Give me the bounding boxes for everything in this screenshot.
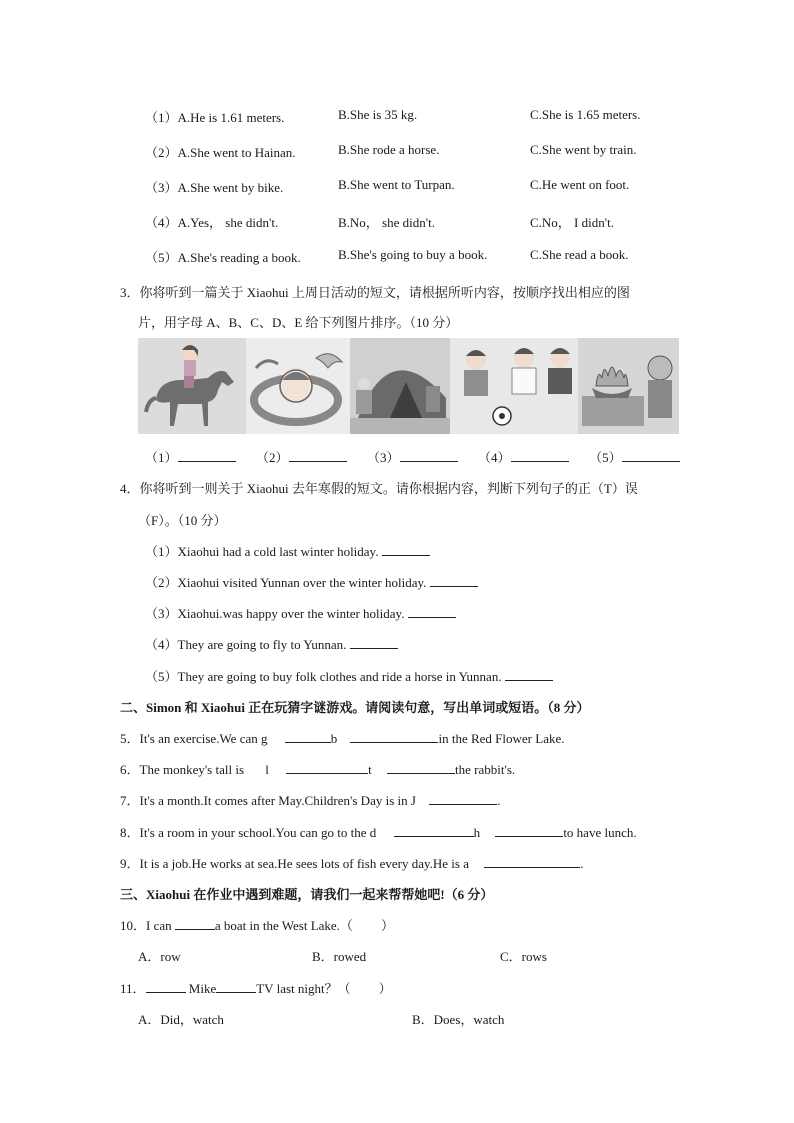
q5 xyxy=(120,728,564,747)
q9-blank[interactable] xyxy=(484,855,580,868)
q10-option-b[interactable]: B．rowed xyxy=(312,949,367,964)
q2-5-option-c: C.She read a book. xyxy=(530,247,629,262)
q4-answer-blank-1[interactable] xyxy=(382,543,430,556)
q11-text-c: TV last night？（ xyxy=(256,981,351,996)
q3-blank-5-label: （5） xyxy=(589,450,622,465)
q5-blank-1[interactable] xyxy=(285,730,331,743)
q3-blank-1[interactable] xyxy=(178,449,236,462)
q4-item-4 xyxy=(145,634,398,653)
q4-item-5-text: （5）They are going to buy folk clothes and ride a horse in Yunnan. xyxy=(145,669,502,684)
q5-blank-2[interactable] xyxy=(350,730,438,743)
section-2-heading: 二、Simon 和 Xiaohui 正在玩猜字谜游戏。请阅读句意，写出单词或短语。（8 分） xyxy=(120,700,590,715)
q9 xyxy=(120,853,583,872)
q3-instruction-line2: 片，用字母 A、B、C、D、E 给下列图片排序。（10 分） xyxy=(138,315,459,330)
q2-5-option-b: B.She's going to buy a book. xyxy=(338,247,488,262)
q8-blank-2[interactable] xyxy=(495,824,563,837)
q2-1-option-c: C.She is 1.65 meters. xyxy=(530,107,641,122)
q5-text-a: 5．It's an exercise.We can g xyxy=(120,731,268,746)
q4-answer-blank-2[interactable] xyxy=(430,574,478,587)
q4-instruction-line1: 4．你将听到一则关于 Xiaohui 去年寒假的短文。请你根据内容，判断下列句子的正（T）误 xyxy=(120,481,638,496)
q2-2-option-a: （2）A.She went to Hainan. xyxy=(145,145,296,160)
q6-text-b: l xyxy=(265,762,269,777)
q10-blank[interactable] xyxy=(175,917,215,930)
q2-2-option-b: B.She rode a horse. xyxy=(338,142,440,157)
q8-blank-1[interactable] xyxy=(394,824,474,837)
q3-blank-1-label: （1） xyxy=(145,450,178,465)
q11-text-d: ） xyxy=(378,981,392,996)
q10-text-a: 10．I can xyxy=(120,918,172,933)
q5-text-b: b xyxy=(330,731,338,746)
q4-item-2-text: （2）Xiaohui visited Yunnan over the winter holiday. xyxy=(145,575,427,590)
q3-blank-2[interactable] xyxy=(289,449,347,462)
q7-text-b: . xyxy=(497,793,501,808)
q2-3-option-b: B.She went to Turpan. xyxy=(338,177,455,192)
q10-text-c: ） xyxy=(380,918,394,933)
q10 xyxy=(120,915,394,934)
q8-text-c: to have lunch. xyxy=(563,825,637,840)
q3-blank-5[interactable] xyxy=(622,449,680,462)
q8-text-a: 8．It's a room in your school.You can go to the d xyxy=(120,825,377,840)
q4-item-1 xyxy=(145,541,430,560)
boy-swimming-picture xyxy=(246,338,350,434)
q10-option-c[interactable]: C．rows xyxy=(500,949,547,964)
q9-text-b: . xyxy=(580,856,584,871)
q2-3-option-a: （3）A.She went by bike. xyxy=(145,180,284,195)
q10-text-b: a boat in the West Lake.（ xyxy=(214,918,353,933)
q2-3-option-c: C.He went on foot. xyxy=(530,177,630,192)
boys-playing-football-picture xyxy=(450,338,578,434)
section-3-heading: 三、Xiaohui 在作业中遇到难题，请我们一起来帮帮她吧!（6 分） xyxy=(120,887,494,902)
q11 xyxy=(120,978,392,997)
q4-answer-blank-3[interactable] xyxy=(408,605,456,618)
q11-blank-1[interactable] xyxy=(146,980,186,993)
q4-item-5 xyxy=(145,666,553,685)
q4-item-3-text: （3）Xiaohui.was happy over the winter holiday. xyxy=(145,606,405,621)
q8 xyxy=(120,822,637,841)
q2-1-option-b: B.She is 35 kg. xyxy=(338,107,418,122)
q3-blank-3-label: （3） xyxy=(367,450,400,465)
q11-option-b[interactable]: B．Does，watch xyxy=(412,1012,505,1027)
q7-blank[interactable] xyxy=(429,792,497,805)
q8-text-b: h xyxy=(473,825,481,840)
q3-blank-2-label: （2） xyxy=(256,450,289,465)
q4-item-4-text: （4）They are going to fly to Yunnan. xyxy=(145,637,347,652)
q3-instruction-line1: 3．你将听到一篇关于 Xiaohui 上周日活动的短文，请根据所听内容，按顺序找出相应的图 xyxy=(120,285,630,300)
q4-item-3 xyxy=(145,603,456,622)
q7 xyxy=(120,790,500,809)
q6-blank-2[interactable] xyxy=(387,761,455,774)
q2-4-option-a: （4）A.Yes， she didn't. xyxy=(145,215,279,230)
q4-item-1-text: （1）Xiaohui had a cold last winter holiday. xyxy=(145,544,379,559)
q3-blank-4[interactable] xyxy=(511,449,569,462)
q9-text-a: 9．It is a job.He works at sea.He sees lots of fish every day.He is a xyxy=(120,856,469,871)
q3-blank-3[interactable] xyxy=(400,449,458,462)
q2-4-option-b: B.No， she didn't. xyxy=(338,215,435,230)
q4-answer-blank-4[interactable] xyxy=(350,636,398,649)
q6 xyxy=(120,759,515,778)
q2-4-option-c: C.No， I didn't. xyxy=(530,215,614,230)
q10-option-a[interactable]: A．row xyxy=(138,949,181,964)
q6-text-d: the rabbit's. xyxy=(455,762,516,777)
q11-text-a: 11． xyxy=(120,981,146,996)
q2-5-option-a: （5）A.She's reading a book. xyxy=(145,250,301,265)
q4-instruction-line2: （F）。（10 分） xyxy=(138,513,227,528)
q3-picture-strip xyxy=(138,338,679,434)
q7-text-a: 7．It's a month.It comes after May.Children's Day is in J xyxy=(120,793,416,808)
q11-option-a[interactable]: A．Did，watch xyxy=(138,1012,224,1027)
tent-camping-picture xyxy=(350,338,450,434)
q11-blank-2[interactable] xyxy=(216,980,256,993)
girl-riding-horse-picture xyxy=(138,338,246,434)
q4-answer-blank-5[interactable] xyxy=(505,668,553,681)
q11-text-b: Mike xyxy=(188,981,217,996)
q4-item-2 xyxy=(145,572,478,591)
hotpot-cooking-picture xyxy=(578,338,679,434)
q6-text-c: t xyxy=(368,762,372,777)
q2-2-option-c: C.She went by train. xyxy=(530,142,637,157)
q6-text-a: 6．The monkey's tall is xyxy=(120,762,245,777)
q3-blank-4-label: （4） xyxy=(478,450,511,465)
q5-text-c: in the Red Flower Lake. xyxy=(438,731,565,746)
q6-blank-1[interactable] xyxy=(286,761,368,774)
q2-1-option-a: （1）A.He is 1.61 meters. xyxy=(145,110,285,125)
q3-answer-blanks xyxy=(145,447,680,466)
